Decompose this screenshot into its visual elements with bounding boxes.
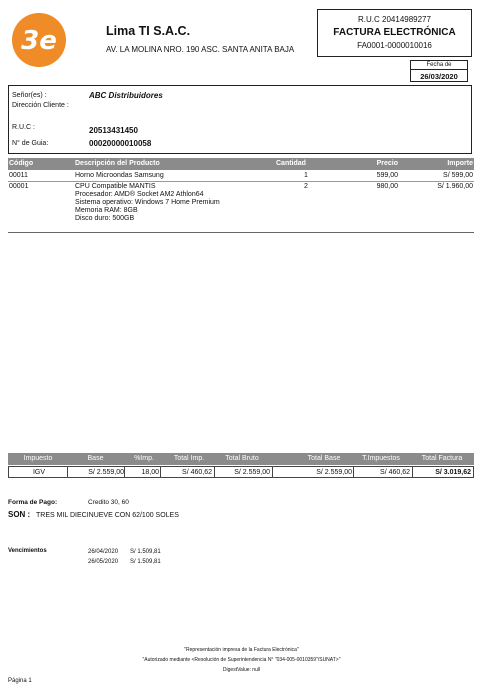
payment-label: Forma de Pago: (8, 499, 58, 506)
item-description: CPU Compatible MANTIS (75, 183, 156, 190)
company-logo (12, 13, 66, 67)
sum-total-imp: S/ 460,62 (182, 469, 212, 476)
sum-impuesto: IGV (32, 469, 46, 476)
sum-col-total-imp: Total Imp. (173, 455, 205, 462)
item-description-line: Sistema operativo: Windows 7 Home Premium (75, 199, 220, 206)
issuer-ruc: R.U.C 20414989277 (358, 15, 431, 24)
item-description-line: Procesador: AMD® Socket AM2 Athlon64 (75, 191, 204, 198)
sum-t-impuestos: S/ 460,62 (380, 469, 410, 476)
guia-number: 00020000010058 (89, 139, 152, 148)
company-name: Lima TI S.A.C. (106, 24, 191, 38)
item-price: 599,00 (376, 172, 398, 179)
footer-authorization: "Autorizado mediante <Resolución de Superintendencia N° "034-005-0010359"/SUNAT>" (142, 657, 341, 663)
summary-row (8, 466, 474, 478)
page-number: Página 1 (8, 678, 32, 684)
vencimiento-amount: S/ 1.509,81 (130, 559, 161, 565)
son-label: SON : (8, 510, 31, 519)
item-code: 00001 (9, 183, 29, 190)
vencimiento-date: 26/04/2020 (88, 549, 119, 555)
col-precio: Precio (376, 160, 398, 167)
customer-label: Señor(es) : (12, 92, 47, 99)
document-number: FA0001-0000010016 (357, 41, 432, 50)
sum-total-bruto: S/ 2.559,00 (234, 469, 270, 476)
customer-ruc-label: R.U.C : (12, 124, 35, 131)
guia-label: N° de Guia: (12, 140, 49, 147)
address-label: Dirección Cliente : (12, 102, 69, 109)
summary-header (8, 453, 474, 465)
sum-base: S/ 2.559,00 (88, 469, 124, 476)
table-bottom-divider (8, 232, 474, 233)
sum-col-total-bruto: Total Bruto (225, 455, 259, 462)
document-type: FACTURA ELECTRÓNICA (333, 27, 456, 38)
items-table-header (8, 158, 474, 170)
footer-representation: "Representación impresa de la Factura Electrónica" (184, 647, 299, 653)
sum-pct: 18,00 (141, 469, 159, 476)
sum-col-impuesto: Impuesto (23, 455, 53, 462)
customer-ruc: 20513431450 (89, 126, 138, 135)
item-quantity: 2 (304, 183, 308, 190)
col-codigo: Código (9, 160, 34, 167)
payment-value: Credito 30, 60 (88, 499, 129, 506)
vencimiento-date: 26/05/2020 (88, 559, 119, 565)
item-description-line: Disco duro: 500GB (75, 215, 135, 222)
logo-text: 3e (21, 26, 57, 56)
vencimientos-label: Vencimientos (8, 548, 47, 554)
customer-box (8, 85, 472, 154)
row-divider (8, 181, 474, 182)
col-cantidad: Cantidad (276, 160, 306, 167)
sum-total-base: S/ 2.559,00 (316, 469, 352, 476)
summary-separator (67, 467, 68, 477)
document-id-box (317, 9, 472, 57)
logo-icon (12, 13, 66, 67)
son-value: TRES MIL DIECINUEVE CON 62/100 SOLES (36, 512, 179, 519)
date-label: Fecha de (411, 61, 467, 70)
date-value: 26/03/2020 (420, 72, 458, 81)
sum-col-total-factura: Total Factura (421, 455, 463, 462)
sum-col-total-base: Total Base (307, 455, 341, 462)
company-address: AV. LA MOLINA NRO. 190 ASC. SANTA ANITA BAJA (106, 45, 295, 54)
vencimiento-amount: S/ 1.509,81 (130, 549, 161, 555)
item-quantity: 1 (304, 172, 308, 179)
item-amount: S/ 599,00 (443, 172, 473, 179)
customer-name: ABC Distribuidores (89, 91, 163, 100)
sum-col-base: Base (87, 455, 104, 462)
date-box (410, 60, 468, 82)
sum-col-pct: %Imp. (134, 455, 154, 462)
item-description: Horno Microondas Samsung (75, 172, 164, 179)
item-description-line: Memoria RAM: 8GB (75, 207, 138, 214)
item-amount: S/ 1.960,00 (437, 183, 473, 190)
item-price: 980,00 (376, 183, 398, 190)
col-importe: Importe (447, 160, 473, 167)
item-code: 00011 (9, 172, 28, 179)
footer-digest: DigestValue: null (222, 667, 261, 673)
summary-separator (272, 467, 273, 477)
sum-col-t-impuestos: T.Impuestos (362, 455, 400, 462)
col-descripcion: Descripción del Producto (75, 160, 160, 167)
sum-total-factura: S/ 3.019,62 (435, 469, 471, 476)
